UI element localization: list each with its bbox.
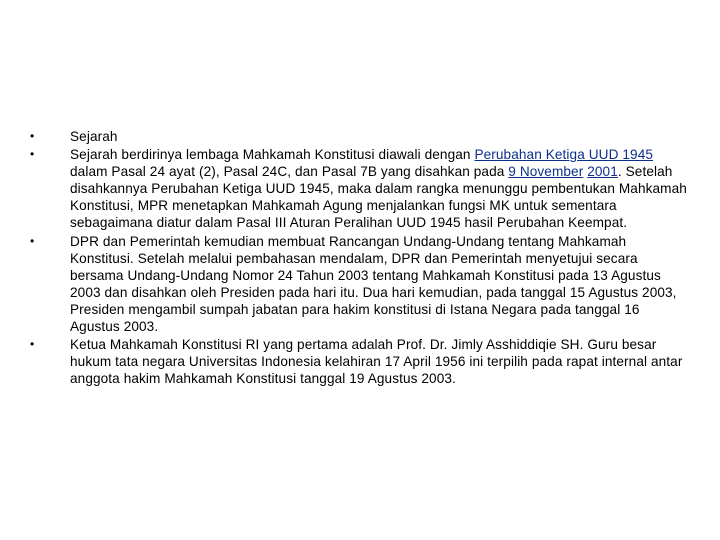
bullet-marker: • <box>30 233 35 248</box>
bullet-item-history <box>30 146 690 231</box>
bullet-marker: • <box>30 337 35 352</box>
bullet-marker: • <box>30 129 35 143</box>
bullet-marker: • <box>30 147 35 162</box>
bullet-item-dpr <box>30 233 690 336</box>
bullet-text-pre: Sejarah berdirinya lembaga Mahkamah Konstitusi diawali dengan <box>70 147 475 163</box>
bullet-text: Sejarah <box>70 129 118 144</box>
bullet-text-mid: dalam Pasal 24 ayat (2), Pasal 24C, dan Pasal 7B yang disahkan pada <box>70 164 509 180</box>
link-2001[interactable]: 2001 <box>587 164 618 180</box>
link-9-november[interactable]: 9 November <box>508 164 584 180</box>
bullet-text: Ketua Mahkamah Konstitusi RI yang pertama adalah Prof. Dr. Jimly Asshiddiqie SH. Guru besar hukum tata negara Universitas Indonesia kelahiran 17 April 1956 ini terpilih pada rapat internal antar anggota hakim Mahkamah Konstitusi tanggal 19 Agustus 2003. <box>70 337 683 387</box>
bullet-item-sejarah-heading <box>30 128 690 145</box>
bullet-list <box>30 128 690 387</box>
bullet-text: DPR dan Pemerintah kemudian membuat Rancangan Undang-Undang tentang Mahkamah Konstitusi. Setelah melalui pembahasan mendalam, DPR dan Pemerintah menyetujui secara bersama Undang-Undang Nomor 24 Tahun 2003 tentang Mahkamah Konstitusi pada 13 Agustus 2003 dan disahkan oleh Presiden pada hari itu. Dua hari kemudian, pada tanggal 15 Agustus 2003, Presiden mengambil sumpah jabatan para hakim konstitusi di Istana Negara pada tanggal 16 Agustus 2003. <box>70 233 677 335</box>
bullet-text-post: . Setelah disahkannya Perubahan Ketiga UUD 1945, maka dalam rangka menunggu pembentukan Mahkamah Konstitusi, MPR menetapkan Mahkamah Agung menjalankan fungsi MK untuk sementara sebagaimana diatur dalam Pasal III Aturan Peralihan UUD 1945 hasil Perubahan Keempat. <box>70 164 687 231</box>
bullet-item-ketua <box>30 336 690 387</box>
link-perubahan-ketiga[interactable]: Perubahan Ketiga UUD 1945 <box>474 147 654 163</box>
